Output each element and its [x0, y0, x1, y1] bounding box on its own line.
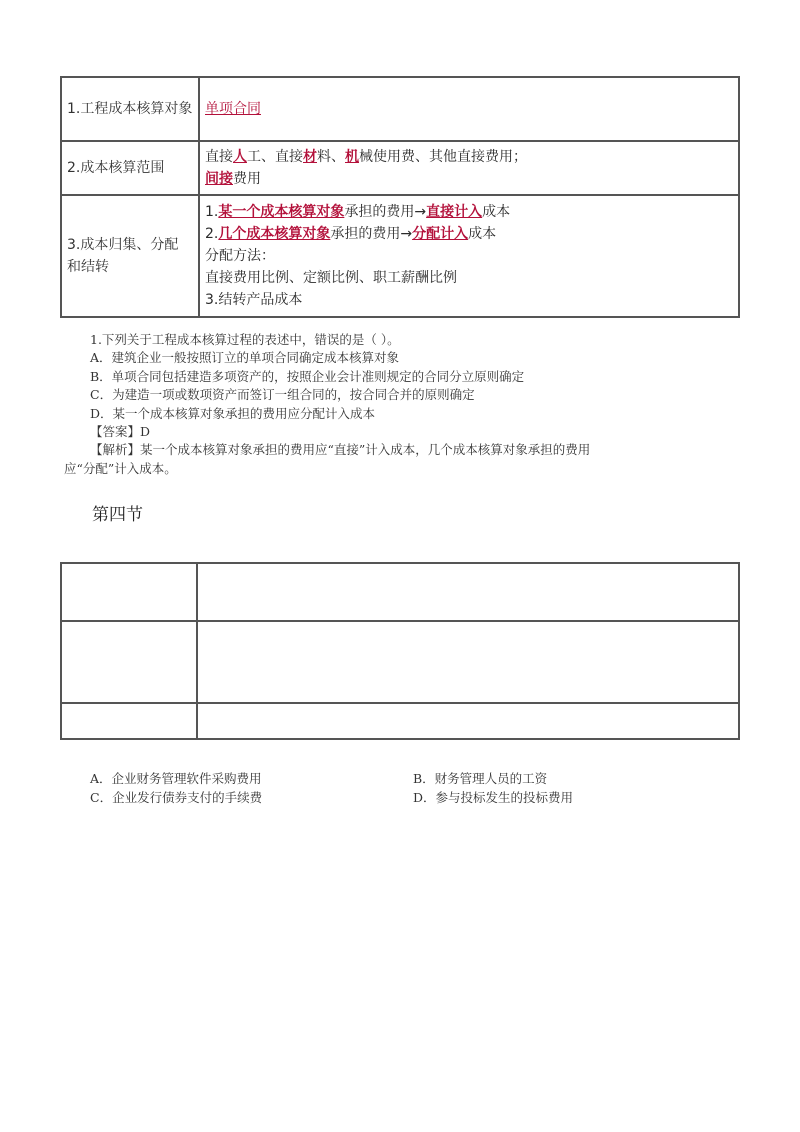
option-a: A．建筑企业一般按照订立的单项合同确定成本核算对象 — [90, 350, 400, 366]
content-line: 分配方法： — [205, 248, 275, 264]
option-b: B．财务管理人员的工资 — [413, 771, 548, 786]
table-row — [61, 77, 739, 141]
text: 直接 — [205, 149, 233, 165]
highlight-text: 分配计入 — [412, 226, 469, 242]
table-row — [61, 621, 739, 703]
highlight-text: 直接计入 — [426, 204, 483, 220]
analysis-line: 【解析】某一个成本核算对象承担的费用应“直接”计入成本，几个成本核算对象承担的费用 — [90, 442, 591, 458]
cost-accounting-table — [60, 76, 740, 318]
text: 承担的费用→ — [330, 226, 413, 242]
content-line — [205, 201, 733, 223]
content-line — [205, 146, 733, 168]
option-a: A．企业财务管理软件采购费用 — [90, 771, 262, 786]
content-line: 3.结转产品成本 — [205, 292, 303, 308]
content-line: 直接费用比例、定额比例、职工薪酬比例 — [205, 270, 457, 286]
text: 1. — [205, 204, 219, 220]
empty-table — [60, 562, 740, 740]
question-stem: 1.下列关于工程成本核算过程的表述中，错误的是（ ）。 — [90, 332, 400, 347]
content-line — [205, 223, 733, 245]
highlight-text: 几个成本核算对象 — [218, 226, 331, 242]
row-content — [199, 195, 739, 317]
section-title: 第四节 — [92, 505, 143, 525]
option-d: D．某一个成本核算对象承担的费用应分配计入成本 — [90, 405, 376, 421]
analysis-line: 应“分配”计入成本。 — [64, 460, 177, 476]
text: 料、 — [317, 149, 345, 165]
row-label — [61, 195, 199, 317]
row-label: 2.成本核算范围 — [61, 141, 199, 195]
label-line: 3.成本归集、分配 — [67, 237, 179, 253]
table-row — [61, 195, 739, 317]
option-c: C．企业发行债券支付的手续费 — [90, 790, 263, 805]
highlight-text: 单项合同 — [205, 101, 261, 117]
option-d: D．参与投标发生的投标费用 — [413, 790, 574, 805]
table-cell — [61, 563, 197, 621]
answer: 【答案】D — [90, 424, 151, 440]
table-cell — [61, 621, 197, 703]
text: 承担的费用→ — [344, 204, 427, 220]
text: 工、直接 — [247, 149, 303, 165]
highlight-text: 某一个成本核算对象 — [218, 204, 345, 220]
row-content — [199, 77, 739, 141]
text: 成本 — [468, 226, 497, 242]
table-cell — [197, 703, 739, 739]
table-row — [61, 703, 739, 739]
text: 2. — [205, 226, 219, 242]
content-line — [205, 168, 733, 190]
row-label: 1.工程成本核算对象 — [61, 77, 199, 141]
option-b: B．单项合同包括建造多项资产的，按照企业会计准则规定的合同分立原则确定 — [90, 368, 525, 384]
label-line: 和结转 — [67, 259, 109, 275]
highlight-text: 材 — [303, 149, 317, 165]
row-content — [199, 141, 739, 195]
table-row — [61, 141, 739, 195]
table-row — [61, 563, 739, 621]
text: 械使用费、其他直接费用； — [359, 149, 527, 165]
option-c: C．为建造一项或数项资产而签订一组合同的，按合同合并的原则确定 — [90, 387, 475, 403]
table-cell — [61, 703, 197, 739]
table-cell — [197, 621, 739, 703]
highlight-text: 机 — [345, 149, 359, 165]
text: 费用 — [233, 171, 261, 187]
highlight-text: 间接 — [205, 171, 233, 187]
text: 成本 — [482, 204, 511, 220]
table-cell — [197, 563, 739, 621]
question-block — [64, 331, 724, 478]
highlight-text: 人 — [233, 149, 247, 165]
